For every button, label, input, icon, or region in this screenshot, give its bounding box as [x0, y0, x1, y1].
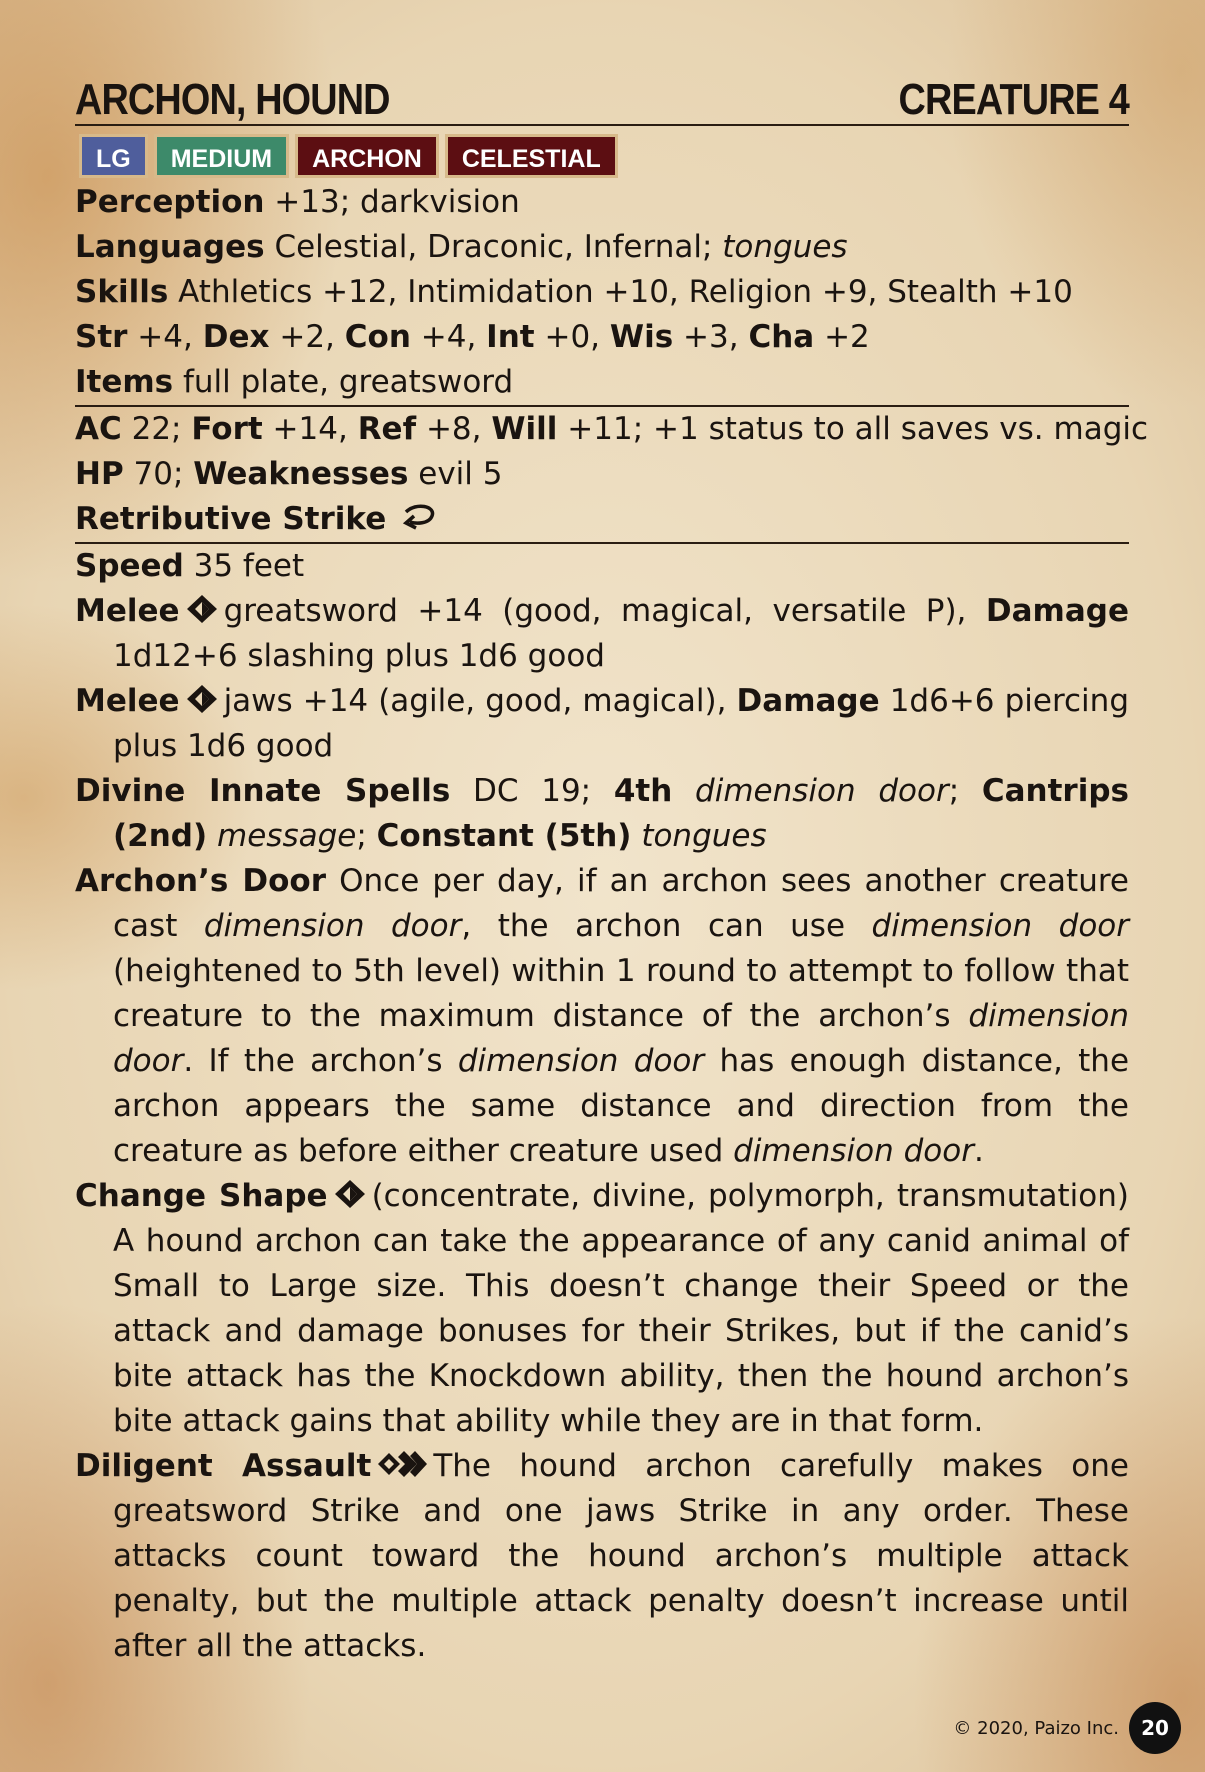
skills-value: Athletics +12, Intimidation +10, Religion +9, Stealth +10	[178, 274, 1073, 310]
dex-label: Dex	[202, 319, 270, 355]
items-line	[75, 360, 1129, 407]
melee-jaws	[75, 679, 1129, 769]
single-action-icon	[334, 1179, 366, 1209]
spell-ref: dimension door	[457, 1043, 705, 1079]
spell-ref: dimension door	[733, 1133, 974, 1169]
dex-value: +2,	[279, 319, 335, 355]
skills-label: Skills	[75, 274, 169, 310]
str-value: +4,	[137, 319, 193, 355]
speed-value: 35 feet	[193, 548, 305, 584]
weaknesses-label: Weaknesses	[193, 456, 409, 492]
damage-label: Damage	[736, 683, 880, 719]
archons-door-text: , the archon can use	[461, 908, 846, 944]
perception-line	[75, 180, 1129, 225]
stat-lines	[75, 180, 1149, 1669]
spell-tongues: tongues	[641, 818, 767, 854]
melee-damage: 1d6+6 piercing plus 1d6 good	[113, 683, 1129, 764]
melee-label: Melee	[75, 593, 180, 629]
spells-dc: DC 19;	[473, 773, 592, 809]
archons-door-text: . If the archon’s	[183, 1043, 443, 1079]
ac-label: AC	[75, 411, 122, 447]
defense-line	[75, 407, 1149, 452]
diligent-assault	[75, 1444, 1129, 1669]
melee-greatsword	[75, 589, 1129, 679]
constant-label: Constant (5th)	[376, 818, 632, 854]
archons-door	[75, 859, 1129, 1174]
retributive-strike-label: Retributive Strike	[75, 501, 387, 537]
diligent-assault-label: Diligent Assault	[75, 1448, 372, 1484]
wis-label: Wis	[609, 319, 674, 355]
perception-label: Perception	[75, 184, 265, 220]
archons-door-text: (heightened to 5th level) within 1 round to attempt to follow that creature to the maximum distance of the archon’s	[113, 953, 1129, 1034]
creature-name: ARCHON, HOUND	[75, 75, 390, 124]
int-value: +0,	[544, 319, 601, 355]
ref-value: +8,	[425, 411, 482, 447]
hp-label: HP	[75, 456, 124, 492]
con-value: +4,	[420, 319, 477, 355]
weaknesses-value: evil 5	[418, 456, 503, 492]
melee-label: Melee	[75, 683, 180, 719]
int-label: Int	[486, 319, 535, 355]
spell-rank-4: 4th	[613, 773, 673, 809]
spell-message: message	[217, 818, 357, 854]
change-shape-label: Change Shape	[75, 1178, 328, 1214]
copyright: © 2020, Paizo Inc.	[953, 1717, 1119, 1739]
diligent-assault-text: The hound archon carefully makes one greatsword Strike and one jaws Strike in any order. These attacks count toward the hound archon’s multiple attack penalty, but the multiple attack penalty doesn’t increase until after all the attacks.	[113, 1448, 1129, 1664]
trait-size: MEDIUM	[154, 134, 289, 178]
damage-label: Damage	[985, 593, 1129, 629]
page-number: 20	[1129, 1702, 1181, 1754]
speed-label: Speed	[75, 548, 184, 584]
page-footer	[953, 1702, 1181, 1754]
trait-alignment: LG	[79, 134, 148, 178]
languages-line	[75, 225, 1129, 270]
str-label: Str	[75, 319, 128, 355]
change-shape	[75, 1174, 1129, 1444]
ref-label: Ref	[357, 411, 417, 447]
speed-line	[75, 544, 1129, 589]
hp-value: 70;	[133, 456, 184, 492]
fort-value: +14,	[272, 411, 348, 447]
trait-celestial: CELESTIAL	[445, 134, 618, 178]
ac-value: 22;	[131, 411, 182, 447]
cha-label: Cha	[748, 319, 815, 355]
spell-ref: dimension door	[871, 908, 1129, 944]
two-actions-icon	[377, 1449, 427, 1479]
cha-value: +2	[824, 319, 870, 355]
perception-value: +13; darkvision	[274, 184, 520, 220]
spell-ref: dimension door	[113, 998, 1129, 1079]
languages-special: tongues	[722, 229, 848, 265]
single-action-icon	[186, 684, 218, 714]
wis-value: +3,	[683, 319, 739, 355]
title-row	[75, 68, 1129, 126]
melee-damage: 1d12+6 slashing plus 1d6 good	[113, 638, 605, 674]
archons-door-text: has enough distance, the archon appears the same distance and direction from the creature as before either creature used	[113, 1043, 1130, 1169]
trait-archon: ARCHON	[295, 134, 439, 178]
cantrips-label: Cantrips (2nd)	[113, 773, 1129, 854]
fort-label: Fort	[191, 411, 263, 447]
divine-innate-spells: Divine Innate Spells DC 19; 4th dimension door; Cantrips (2nd) message; Constant (5th) tongues	[75, 773, 1129, 854]
ability-scores-line	[75, 315, 1129, 360]
melee-attack: greatsword +14 (good, magical, versatile P),	[223, 593, 967, 629]
languages-label: Languages	[75, 229, 265, 265]
change-shape-text: (concentrate, divine, polymorph, transmutation) A hound archon can take the appearance of any canid animal of Small to Large size. This doesn’t change their Speed or the attack and damage bonuses for their Strikes, but if the canid’s bite attack has the Knockdown ability, then the hound archon’s bite attack gains that ability while they are in that form.	[113, 1178, 1129, 1439]
hp-line	[75, 452, 1129, 497]
single-action-icon	[186, 594, 218, 624]
spells-label: Divine Innate Spells	[75, 773, 451, 809]
stat-block	[75, 68, 1149, 1669]
will-value: +11; +1 status to all saves vs. magic	[567, 411, 1149, 447]
trait-list	[79, 134, 1129, 178]
archons-door-text: .	[973, 1133, 984, 1169]
archons-door-text: Once per day, if an archon sees another creature cast	[113, 863, 1129, 944]
will-label: Will	[491, 411, 558, 447]
spell-dimension-door: dimension door	[695, 773, 949, 809]
creature-level: CREATURE 4	[898, 75, 1129, 124]
melee-attack: jaws +14 (agile, good, magical),	[223, 683, 727, 719]
retributive-strike-line	[75, 497, 1129, 544]
items-value: full plate, greatsword	[183, 364, 514, 400]
con-label: Con	[344, 319, 411, 355]
skills-line	[75, 270, 1129, 315]
spell-ref: dimension door	[203, 908, 462, 944]
items-label: Items	[75, 364, 174, 400]
reaction-icon	[402, 504, 440, 532]
archons-door-label: Archon’s Door	[75, 863, 326, 899]
languages-value: Celestial, Draconic, Infernal;	[274, 229, 713, 265]
